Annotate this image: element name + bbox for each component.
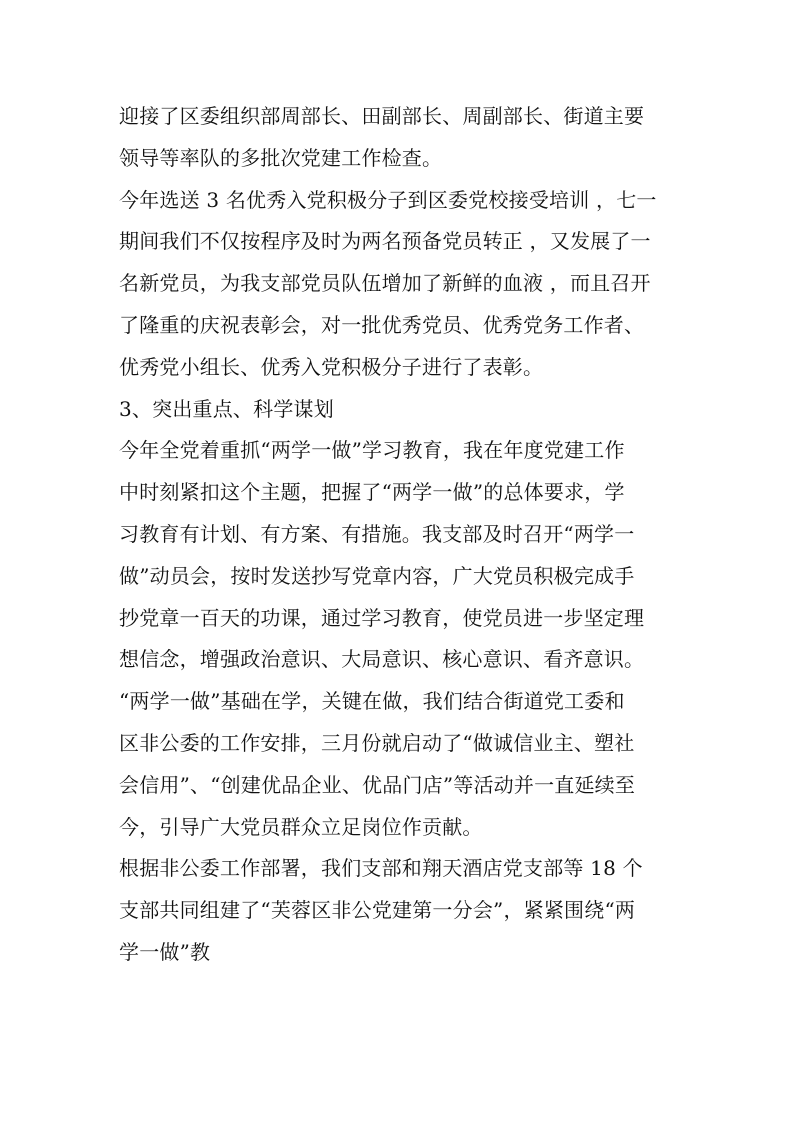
text-line: 领导等率队的多批次党建工作检查。 xyxy=(119,145,443,170)
text-line: 今，引导广大党员群众立足岗位作贡献。 xyxy=(119,814,483,839)
text-line: 根据非公委工作部署，我们支部和翔天酒店党支部等 18 个 xyxy=(119,856,643,881)
text-line: 今年选送 3 名优秀入党积极分子到区委党校接受培训 ，七一 xyxy=(119,187,657,212)
text-line: 学一做”教 xyxy=(119,939,211,964)
text-line: 支部共同组建了“芙蓉区非公党建第一分会”，紧紧围绕“两 xyxy=(119,898,636,923)
text-line: 会信用”、“创建优品企业、优品门店”等活动并一直延续至 xyxy=(119,772,636,797)
text-line: 做”动员会，按时发送抄写党章内容，广大党员积极完成手 xyxy=(119,563,635,588)
section-heading: 3、突出重点、科学谋划 xyxy=(119,396,334,421)
text-line: 中时刻紧扣这个主题，把握了“两学一做”的总体要求，学 xyxy=(119,480,625,505)
body-text xyxy=(119,96,689,974)
text-line: 了隆重的庆祝表彰会，对一批优秀党员、优秀党务工作者、 xyxy=(119,312,645,337)
text-line: 抄党章一百天的功课，通过学习教育，使党员进一步坚定理 xyxy=(119,605,645,630)
text-line: 想信念，增强政治意识、大局意识、核心意识、看齐意识。 xyxy=(119,647,645,672)
text-line: 今年全党着重抓“两学一做”学习教育，我在年度党建工作 xyxy=(119,438,625,463)
text-line: 习教育有计划、有方案、有措施。我支部及时召开“两学一 xyxy=(119,521,635,546)
text-line: 区非公委的工作安排，三月份就启动了“做诚信业主、塑社 xyxy=(119,730,635,755)
text-line: 优秀党小组长、优秀入党积极分子进行了表彰。 xyxy=(119,354,544,379)
text-line: 迎接了区委组织部周部长、田副部长、周副部长、街道主要 xyxy=(119,104,645,128)
text-line: “两学一做”基础在学，关键在做，我们结合街道党工委和 xyxy=(119,689,625,714)
text-line: 期间我们不仅按程序及时为两名预备党员转正 ，又发展了一 xyxy=(119,229,651,254)
text-line: 名新党员，为我支部党员队伍增加了新鲜的血液 ，而且召开 xyxy=(119,271,651,296)
